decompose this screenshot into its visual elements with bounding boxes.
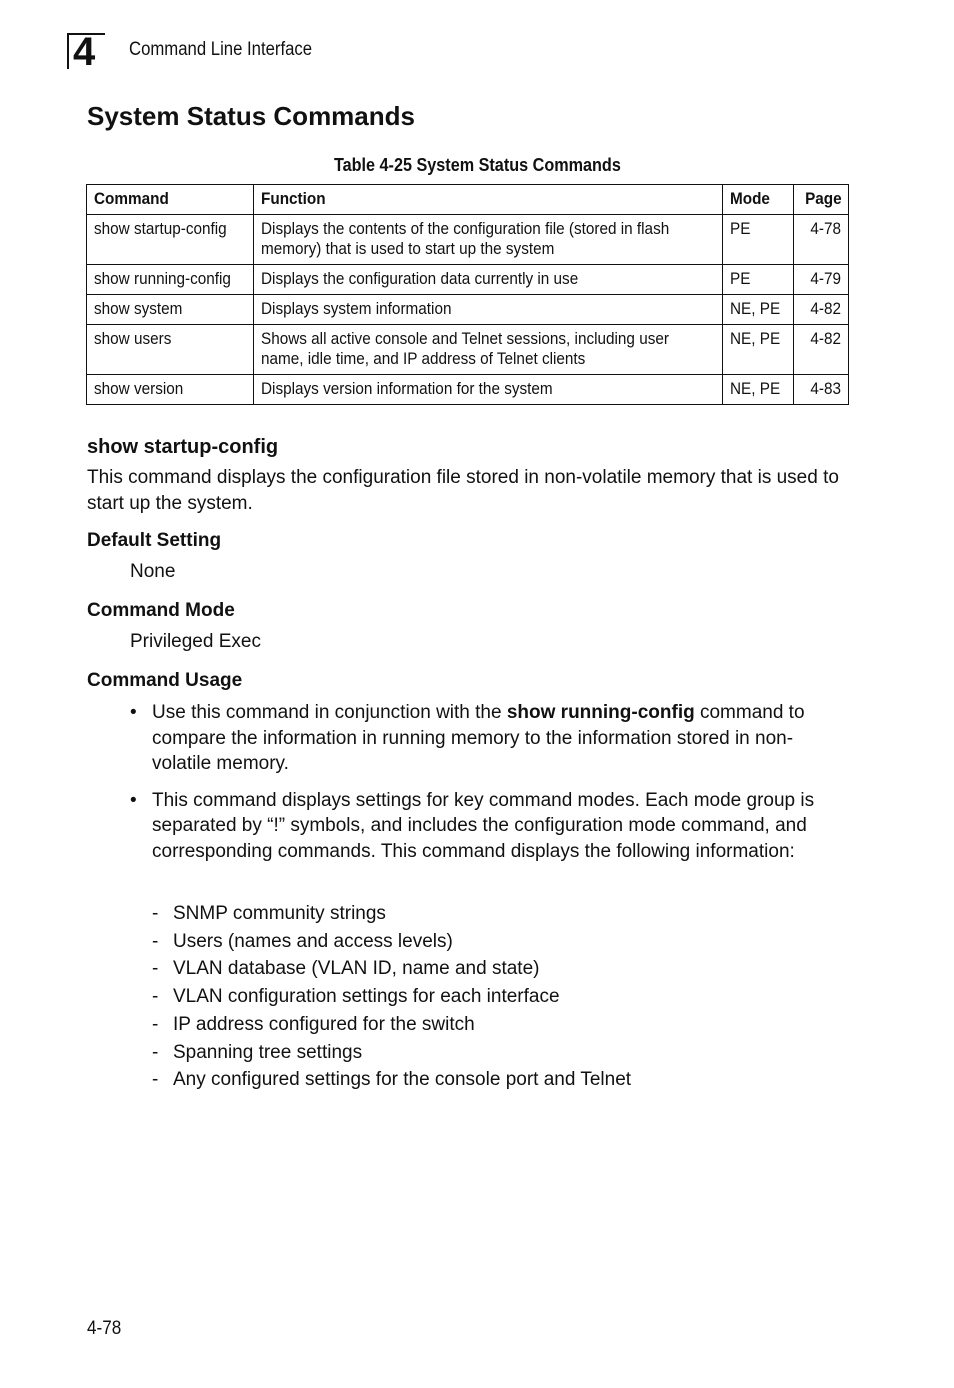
cell-command: show system	[87, 295, 254, 325]
chapter-marker-left-rule	[67, 33, 69, 69]
cell-function: Displays system information	[254, 295, 723, 325]
cell-page: 4-79	[793, 265, 849, 295]
cell-mode: NE, PE	[722, 295, 793, 325]
table-caption: Table 4-25 System Status Commands	[333, 155, 621, 175]
running-header-title: Command Line Interface	[129, 39, 313, 60]
default-setting-value: None	[130, 561, 176, 582]
command-usage-heading: Command Usage	[87, 670, 243, 691]
command-mode-value: Privileged Exec	[130, 631, 261, 652]
bullet-text-start: Use this command in conjunction with the	[152, 702, 507, 723]
table-row	[87, 265, 849, 295]
list-item: - Any configured settings for the console port and Telnet	[152, 1069, 632, 1091]
table-row	[87, 325, 849, 375]
usage-bullet-list	[130, 700, 850, 864]
bullet-marker: •	[130, 789, 137, 811]
table-header-row	[87, 185, 849, 215]
command-reference: show running-config	[506, 702, 695, 723]
page-number: 4-78	[87, 1318, 122, 1339]
default-setting-heading: Default Setting	[87, 530, 222, 551]
cell-mode: NE, PE	[722, 325, 793, 375]
header-mode: Mode	[722, 185, 793, 215]
header-command: Command	[87, 185, 254, 215]
table-row	[87, 215, 849, 265]
list-item: - VLAN database (VLAN ID, name and state)	[152, 958, 540, 980]
cell-command: show users	[87, 325, 254, 375]
cell-page: 4-83	[793, 375, 849, 405]
list-item	[130, 788, 850, 865]
list-item: - SNMP community strings	[152, 903, 386, 924]
section-title: System Status Commands	[87, 101, 415, 131]
cell-function: Displays the configuration data currently in use	[254, 265, 723, 295]
cell-function: Displays version information for the system	[254, 375, 723, 405]
cell-mode: NE, PE	[722, 375, 793, 405]
cell-page: 4-82	[793, 295, 849, 325]
bullet-text-end: command to compare the information in running memory to the information stored in non-volatile memory.	[152, 702, 805, 774]
cell-function: Shows all active console and Telnet sessions, including user name, idle time, and IP address of Telnet clients	[254, 325, 723, 375]
cell-command: show running-config	[87, 265, 254, 295]
cell-mode: PE	[722, 265, 793, 295]
cell-mode: PE	[722, 215, 793, 265]
bullet-marker: •	[130, 702, 137, 723]
cell-function: Displays the contents of the configuration file (stored in flash memory) that is used to start up the system	[254, 215, 723, 265]
header-page: Page	[793, 185, 849, 215]
cell-command: show version	[87, 375, 254, 405]
list-item: - Spanning tree settings	[152, 1041, 363, 1063]
table-row	[87, 375, 849, 405]
list-item: - Users (names and access levels)	[152, 930, 453, 952]
list-item	[130, 700, 850, 777]
table-row	[87, 295, 849, 325]
cell-page: 4-82	[793, 325, 849, 375]
header-function: Function	[254, 185, 723, 215]
intro-paragraph: This command displays the configuration file stored in non-volatile memory that is used to start up the system.	[87, 467, 839, 514]
cell-page: 4-78	[793, 215, 849, 265]
list-item: - IP address configured for the switch	[152, 1013, 475, 1035]
system-status-commands-table	[86, 184, 849, 405]
chapter-marker	[67, 30, 105, 74]
bullet-text: This command displays settings for key command modes. Each mode group is separated by “!” symbols, and includes the configuration mode command, and corresponding commands. This command displays the following information:	[152, 789, 815, 862]
subsection-title: show startup-config	[87, 436, 279, 458]
command-mode-heading: Command Mode	[87, 600, 235, 621]
chapter-number: 4	[73, 30, 96, 74]
cell-command: show startup-config	[87, 215, 254, 265]
info-item-list	[152, 900, 631, 1094]
list-item: - VLAN configuration settings for each interface	[152, 986, 560, 1008]
